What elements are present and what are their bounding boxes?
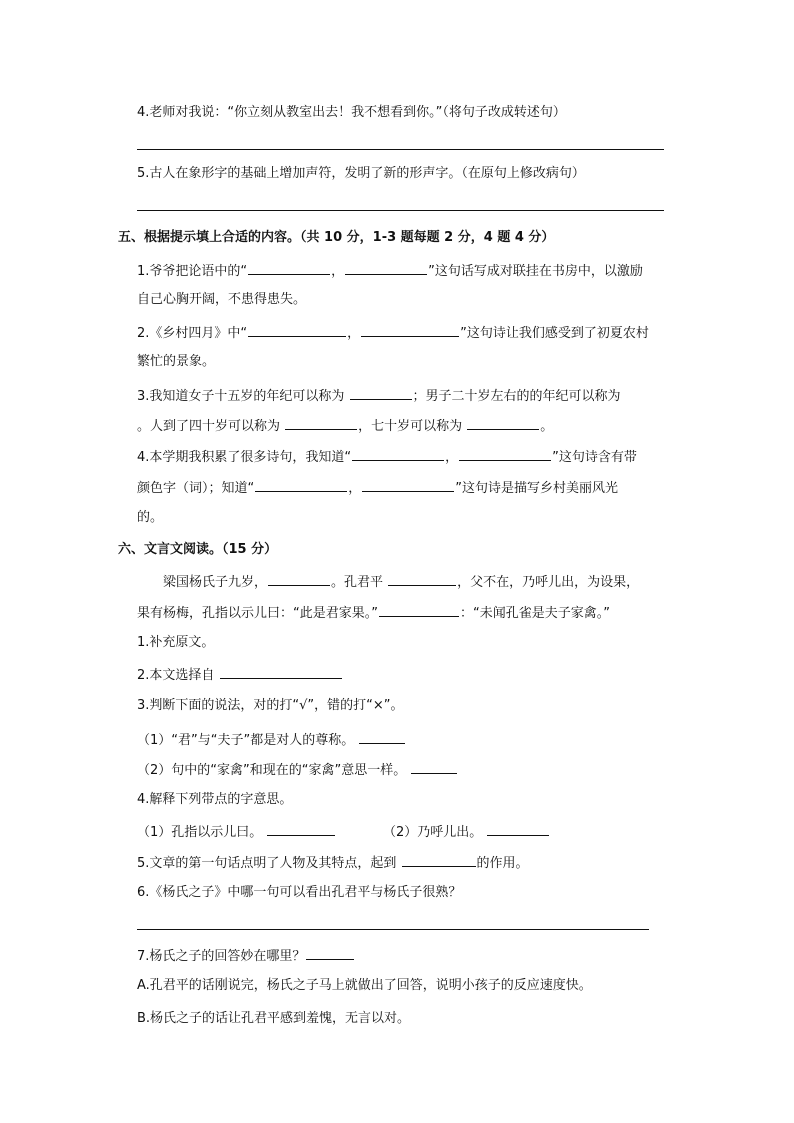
s6-q4-1 [137,822,336,842]
s6-q7 [137,946,355,966]
s6-q7-option-b: B.杨氏之子的话让孔君平感到羞愧，无言以对。 [137,1011,411,1026]
s6-q3-2 [137,760,458,780]
s6-q2 [137,665,343,685]
s6-q5-text-b: 的作用。 [476,856,529,871]
s6-q5 [137,853,529,873]
s6-q4-1-text: （1）孔指以示儿曰。 [137,825,267,840]
s5-q4-text-d: 颜色字（词）；知道“ [137,481,255,496]
blank[interactable] [352,447,444,461]
blank[interactable] [487,822,549,836]
s5-q3-text-b: ；男子二十岁左右的的年纪可以称为 [412,389,621,404]
s5-q4-line2 [137,478,618,498]
s5-q2-text-b: ， [347,326,361,341]
blank[interactable] [345,261,427,275]
answer-line-q4[interactable] [137,149,664,150]
s5-q1-text-a: 1.爷爷把论语中的“ [137,264,248,279]
s6-q5-text-a: 5.文章的第一句话点明了人物及其特点，起到 [137,856,401,871]
blank[interactable] [255,478,347,492]
blank[interactable] [388,572,456,586]
question-5-correct: 5.古人在象形字的基础上增加声符，发明了新的形声字。（在原句上修改病句） [137,166,585,181]
s5-q2-text-c: ”这句诗让我们感受到了初夏农村 [460,326,649,341]
passage-text-c: ，父不在，乃呼儿出，为设果， [457,575,640,590]
blank[interactable] [467,416,539,430]
blank[interactable] [350,386,412,400]
s5-q4-text-e: ， [348,481,362,496]
s6-q7-text: 7.杨氏之子的回答妙在哪里？ [137,949,306,964]
s5-q1-line1 [137,261,643,281]
blank[interactable] [359,730,405,744]
blank[interactable] [362,478,454,492]
blank[interactable] [459,447,551,461]
s6-q4-2 [383,822,550,842]
s5-q4-text-f: ”这句诗是描写乡村美丽风光 [455,481,619,496]
s6-q1: 1.补充原文。 [137,635,215,650]
blank[interactable] [220,665,342,679]
blank[interactable] [267,822,335,836]
s5-q1-text-b: ， [331,264,345,279]
answer-line-s6-q6[interactable] [137,929,649,930]
blank[interactable] [285,416,357,430]
s5-q1-line2: 自己心胸开阔，不患得患失。 [137,292,307,307]
s5-q2-line1 [137,323,649,343]
answer-line-q5[interactable] [137,210,664,211]
question-4-convert: 4.老师对我说：“你立刻从教室出去！我不想看到你。”（将句子改成转述句） [137,105,566,120]
s5-q4-text-a: 4.本学期我积累了很多诗句，我知道“ [137,450,352,465]
passage-text-d: 果有杨梅，孔指以示儿曰：“此是君家果。” [137,606,378,621]
s6-q2-text: 2.本文选择自 [137,668,219,683]
passage-line2 [137,603,610,623]
section-5-heading: 五、根据提示填上合适的内容。（共 10 分，1-3 题每题 2 分，4 题 4 分） [118,230,555,245]
s5-q4-text-c: ”这句诗含有带 [552,450,637,465]
s5-q3-line1 [137,386,621,406]
s5-q4-text-b: ， [445,450,459,465]
s6-q3-1-text: （1）“君”与“夫子”都是对人的尊称。 [137,733,359,748]
blank[interactable] [268,572,330,586]
passage-text-e: ：“未闻孔雀是夫子家禽。” [459,606,610,621]
s5-q1-text-c: ”这句话写成对联挂在书房中，以激励 [428,264,643,279]
passage-line1 [163,572,639,592]
blank[interactable] [248,323,346,337]
s5-q2-line2: 繁忙的景象。 [137,354,216,369]
s6-q4-2-text: （2）乃呼儿出。 [383,825,487,840]
s5-q4-line3: 的。 [137,510,164,525]
s6-q7-option-a: A.孔君平的话刚说完，杨氏之子马上就做出了回答，说明小孩子的反应速度快。 [137,978,592,993]
s5-q4-line1 [137,447,637,467]
s6-q3-2-text: （2）句中的“家禽”和现在的“家禽”意思一样。 [137,763,411,778]
s6-q3-1 [137,730,406,750]
s5-q2-text-a: 2.《乡村四月》中“ [137,326,248,341]
s6-q6: 6.《杨氏之子》中哪一句可以看出孔君平与杨氏子很熟？ [137,885,462,900]
passage-text-b: 。孔君平 [331,575,388,590]
s5-q3-text-e: 。 [540,419,554,434]
s5-q3-text-a: 3.我知道女子十五岁的年纪可以称为 [137,389,349,404]
blank[interactable] [411,760,457,774]
blank[interactable] [361,323,459,337]
passage-text-a: 梁国杨氏子九岁， [163,575,268,590]
blank[interactable] [248,261,330,275]
s6-q4: 4.解释下列带点的字意思。 [137,792,293,807]
section-6-heading: 六、文言文阅读。（15 分） [118,542,278,557]
s6-q3: 3.判断下面的说法，对的打“√”，错的打“×”。 [137,698,404,713]
s5-q3-text-d: ，七十岁可以称为 [358,419,467,434]
s5-q3-text-c: 。人到了四十岁可以称为 [137,419,285,434]
blank[interactable] [379,603,459,617]
s5-q3-line2 [137,416,553,436]
blank[interactable] [306,946,354,960]
blank[interactable] [402,853,476,867]
